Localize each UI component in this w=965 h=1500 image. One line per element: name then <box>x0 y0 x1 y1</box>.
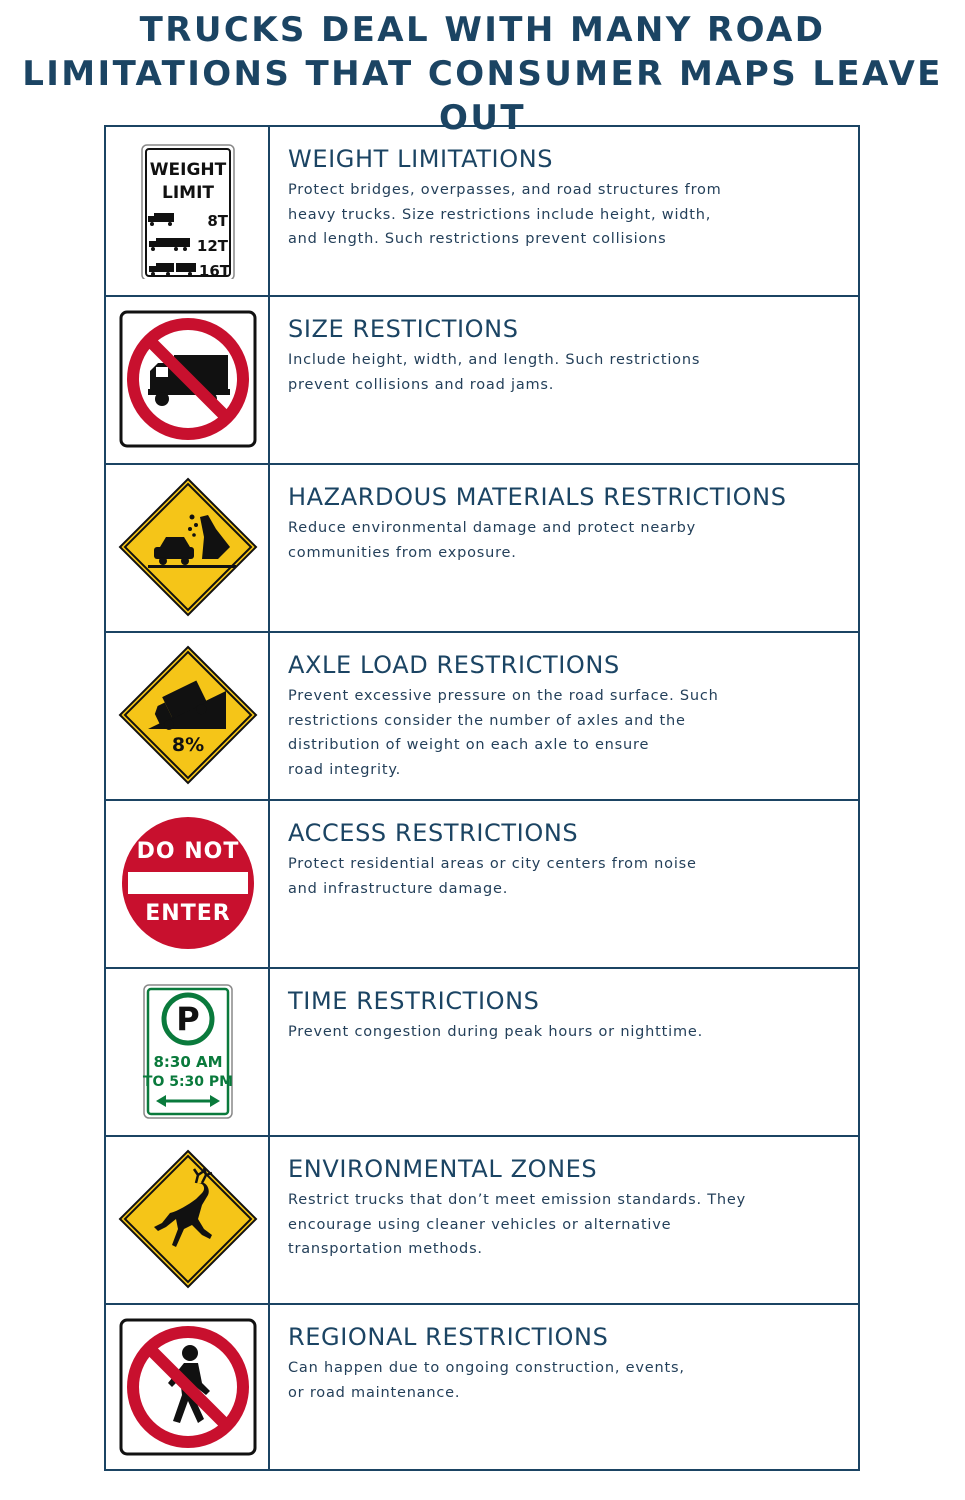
description-line: road integrity. <box>288 761 402 778</box>
grade-text: 8% <box>171 734 205 756</box>
row-heading: ENVIRONMENTAL ZONES <box>288 1155 598 1183</box>
sign-text: 16T <box>198 262 230 279</box>
sign-text: 12T <box>196 237 228 255</box>
no-trucks-sign-icon <box>118 309 258 449</box>
title-line-1: TRUCKS DEAL WITH MANY ROAD <box>139 10 826 50</box>
parking-letter: P <box>176 1000 200 1038</box>
description-line: heavy trucks. Size restrictions include height, width, <box>288 206 712 223</box>
text-cell <box>288 297 838 397</box>
table-row <box>106 463 858 631</box>
description-line: Protect bridges, overpasses, and road structures from <box>288 182 722 198</box>
table-row <box>106 631 858 799</box>
description-line: restrictions consider the number of axles and the <box>288 712 686 729</box>
row-heading: WEIGHT LIMITATIONS <box>288 145 554 173</box>
falling-rocks-sign-icon <box>118 477 258 617</box>
description-line: transportation methods. <box>288 1241 483 1258</box>
row-heading: HAZARDOUS MATERIALS RESTRICTIONS <box>288 483 787 511</box>
row-description <box>288 348 838 397</box>
icon-cell <box>106 1305 270 1471</box>
row-description <box>288 178 838 252</box>
icon-cell <box>106 127 270 295</box>
text-cell <box>288 127 838 252</box>
sign-text: TO 5:30 PM <box>142 1074 234 1090</box>
row-description <box>288 684 838 782</box>
icon-cell <box>106 969 270 1135</box>
description-line: Prevent excessive pressure on the road surface. Such <box>288 688 719 704</box>
description-line: distribution of weight on each axle to ensure <box>288 737 650 754</box>
sign-text: WEIGHT <box>149 160 227 180</box>
deer-crossing-sign-icon <box>118 1149 258 1289</box>
row-heading: REGIONAL RESTRICTIONS <box>288 1323 609 1351</box>
icon-cell <box>106 801 270 967</box>
row-heading: SIZE RESTICTIONS <box>288 315 519 343</box>
steep-grade-sign-icon <box>118 645 258 785</box>
row-description <box>288 516 838 565</box>
sign-text: ENTER <box>145 901 231 926</box>
sign-text: DO NOT <box>136 839 240 864</box>
table-row <box>106 127 858 295</box>
text-cell <box>288 1305 838 1405</box>
sign-text: 8:30 AM <box>153 1053 223 1071</box>
row-heading: TIME RESTRICTIONS <box>288 987 540 1015</box>
restrictions-table <box>104 125 860 1471</box>
row-description <box>288 1188 838 1262</box>
description-line: Prevent congestion during peak hours or nighttime. <box>288 1024 704 1040</box>
description-line: prevent collisions and road jams. <box>288 376 555 393</box>
table-row <box>106 1135 858 1303</box>
icon-cell <box>106 633 270 799</box>
description-line: Restrict trucks that don’t meet emission standards. They <box>288 1192 747 1208</box>
description-line: Include height, width, and length. Such restrictions <box>288 352 701 368</box>
description-line: Protect residential areas or city centers from noise <box>288 856 697 872</box>
row-heading: ACCESS RESTRICTIONS <box>288 819 579 847</box>
table-row <box>106 967 858 1135</box>
description-line: Reduce environmental damage and protect nearby <box>288 520 696 536</box>
do-not-enter-sign-icon <box>118 813 258 953</box>
description-line: and infrastructure damage. <box>288 880 509 897</box>
row-description <box>288 1356 838 1405</box>
text-cell <box>288 633 838 782</box>
description-line: encourage using cleaner vehicles or alternative <box>288 1216 672 1233</box>
sign-text: 8T <box>207 212 228 230</box>
icon-cell <box>106 465 270 631</box>
description-line: Can happen due to ongoing construction, events, <box>288 1360 685 1376</box>
row-description <box>288 852 838 901</box>
row-heading: AXLE LOAD RESTRICTIONS <box>288 651 620 679</box>
text-cell <box>288 465 838 565</box>
parking-time-sign-icon <box>118 981 258 1121</box>
text-cell <box>288 1137 838 1262</box>
page-title <box>0 8 965 140</box>
icon-cell <box>106 1137 270 1303</box>
text-cell <box>288 801 838 901</box>
table-row <box>106 1303 858 1471</box>
weight-limit-sign-icon <box>118 139 258 279</box>
no-pedestrians-sign-icon <box>118 1317 258 1457</box>
sign-text: LIMIT <box>162 183 214 203</box>
table-row <box>106 799 858 967</box>
table-row <box>106 295 858 463</box>
description-line: communities from exposure. <box>288 544 517 561</box>
title-line-2: LIMITATIONS THAT CONSUMER MAPS LEAVE OUT <box>22 54 943 138</box>
text-cell <box>288 969 838 1045</box>
row-description <box>288 1020 838 1045</box>
description-line: and length. Such restrictions prevent collisions <box>288 231 667 248</box>
icon-cell <box>106 297 270 463</box>
description-line: or road maintenance. <box>288 1384 461 1401</box>
